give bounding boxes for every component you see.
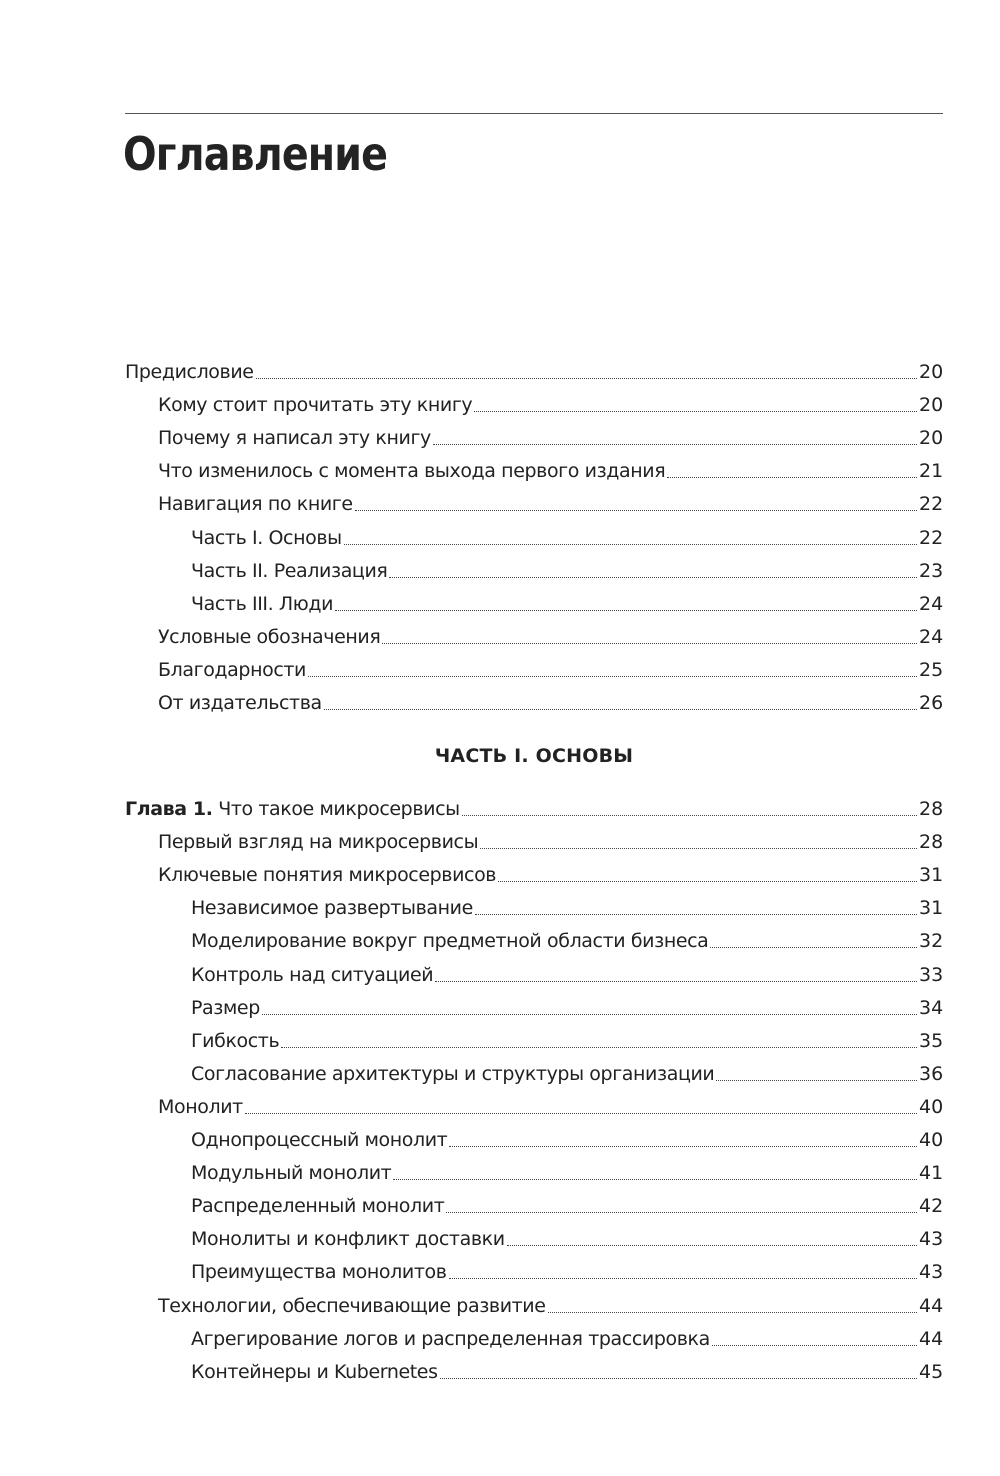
toc-entry[interactable] bbox=[0, 1323, 1000, 1356]
toc-leader bbox=[507, 1245, 917, 1246]
toc-entry-page: 44 bbox=[919, 1327, 944, 1350]
toc-entry[interactable] bbox=[0, 1256, 1000, 1289]
toc-entry-page: 20 bbox=[919, 361, 944, 384]
toc-entry-page: 35 bbox=[919, 1029, 944, 1052]
toc-leader bbox=[480, 848, 917, 849]
toc-entry[interactable] bbox=[0, 488, 1000, 521]
toc-entry-title: Согласование архитектуры и структуры организации bbox=[191, 1062, 715, 1085]
toc-entry-page: 26 bbox=[919, 692, 944, 715]
toc-entry-title: Контроль над ситуацией bbox=[191, 963, 434, 986]
toc-leader bbox=[281, 1047, 917, 1048]
toc-leader bbox=[440, 1378, 917, 1379]
toc-leader bbox=[667, 477, 917, 478]
toc-leader bbox=[355, 510, 917, 511]
toc-entry-title: Почему я написал эту книгу bbox=[158, 427, 431, 450]
toc-leader bbox=[344, 544, 917, 545]
toc-chapter-entry[interactable] bbox=[0, 793, 1000, 826]
toc-leader bbox=[245, 1113, 917, 1114]
toc-entry-title: Благодарности bbox=[158, 658, 306, 681]
toc-entry-page: 34 bbox=[919, 996, 944, 1019]
toc-entry-title: Однопроцессный монолит bbox=[191, 1129, 448, 1152]
toc-entry-page: 20 bbox=[919, 394, 944, 417]
chapter-label: Глава 1. bbox=[125, 798, 213, 821]
toc-leader bbox=[712, 1345, 917, 1346]
toc-entry-page: 28 bbox=[919, 798, 944, 821]
toc-entry-page: 28 bbox=[919, 831, 944, 854]
toc-leader bbox=[389, 577, 917, 578]
toc-entry-page: 23 bbox=[919, 559, 944, 582]
toc-entry-page: 21 bbox=[919, 460, 944, 483]
toc-entry[interactable] bbox=[0, 687, 1000, 720]
toc-entry[interactable] bbox=[0, 1190, 1000, 1223]
toc-entry[interactable] bbox=[0, 1124, 1000, 1157]
toc-entry-title: Независимое развертывание bbox=[191, 897, 473, 920]
toc-entry-title: Контейнеры и Kubernetes bbox=[191, 1360, 438, 1383]
toc-leader bbox=[446, 1212, 917, 1213]
toc-leader bbox=[433, 444, 917, 445]
toc-entry[interactable] bbox=[0, 389, 1000, 422]
toc-entry-page: 45 bbox=[919, 1360, 944, 1383]
toc-entry-page: 22 bbox=[919, 493, 944, 516]
toc-entry-title: Кому стоит прочитать эту книгу bbox=[158, 394, 473, 417]
toc-entry-page: 32 bbox=[919, 930, 944, 953]
toc-entry[interactable] bbox=[0, 958, 1000, 991]
part-heading: ЧАСТЬ I. ОСНОВЫ bbox=[434, 745, 634, 767]
toc-entry-page: 25 bbox=[919, 658, 944, 681]
toc-entry[interactable] bbox=[0, 1289, 1000, 1322]
toc-leader bbox=[435, 981, 917, 982]
toc-entry-page: 41 bbox=[919, 1162, 944, 1185]
toc-entry-page: 44 bbox=[919, 1294, 944, 1317]
toc-entry[interactable] bbox=[0, 455, 1000, 488]
toc-leader bbox=[474, 411, 917, 412]
toc-leader bbox=[308, 676, 917, 677]
toc-entry-page: 36 bbox=[919, 1062, 944, 1085]
toc-entry-page: 31 bbox=[919, 864, 944, 887]
toc-entry[interactable] bbox=[0, 1091, 1000, 1124]
toc-entry[interactable] bbox=[0, 1356, 1000, 1389]
toc-entry-page: 40 bbox=[919, 1095, 944, 1118]
toc-entry-title: Размер bbox=[191, 996, 260, 1019]
toc-leader bbox=[335, 610, 917, 611]
toc-entry-title: От издательства bbox=[158, 692, 322, 715]
toc-entry-page: 33 bbox=[919, 963, 944, 986]
toc-entry[interactable] bbox=[0, 588, 1000, 621]
toc-leader bbox=[548, 1312, 917, 1313]
toc-entry[interactable] bbox=[0, 654, 1000, 687]
toc-entry-title: Гибкость bbox=[191, 1029, 280, 1052]
top-rule bbox=[125, 113, 943, 114]
toc-entry-title: Ключевые понятия микросервисов bbox=[158, 864, 497, 887]
toc-front-matter bbox=[0, 356, 1000, 720]
toc-entry-title: Распределенный монолит bbox=[191, 1195, 445, 1218]
toc-entry-page: 43 bbox=[919, 1228, 944, 1251]
page-title: Оглавление bbox=[123, 127, 388, 181]
toc-entry[interactable] bbox=[0, 826, 1000, 859]
toc-entry-page: 42 bbox=[919, 1195, 944, 1218]
toc-entry-title: Монолит bbox=[158, 1095, 243, 1118]
chapter-title: Что такое микросервисы bbox=[218, 798, 460, 821]
toc-leader bbox=[475, 914, 917, 915]
toc-entry[interactable] bbox=[0, 859, 1000, 892]
toc-entry[interactable] bbox=[0, 422, 1000, 455]
toc-entry-page: 31 bbox=[919, 897, 944, 920]
toc-leader bbox=[462, 815, 917, 816]
toc-leader bbox=[449, 1278, 917, 1279]
toc-entry[interactable] bbox=[0, 1058, 1000, 1091]
toc-entry-title: Первый взгляд на микросервисы bbox=[158, 831, 479, 854]
toc-entry[interactable] bbox=[0, 1025, 1000, 1058]
toc-entry[interactable] bbox=[0, 925, 1000, 958]
toc-leader bbox=[393, 1179, 917, 1180]
toc-leader bbox=[498, 881, 917, 882]
toc-entry-title: Часть II. Реализация bbox=[191, 559, 388, 582]
toc-entry-title: Модульный монолит bbox=[191, 1162, 392, 1185]
toc-entry-title: Навигация по книге bbox=[158, 493, 353, 516]
toc-entry[interactable] bbox=[0, 892, 1000, 925]
toc-entry-title: Моделирование вокруг предметной области бизнеса bbox=[191, 930, 709, 953]
toc-entry[interactable] bbox=[0, 356, 1000, 389]
toc-leader bbox=[449, 1146, 917, 1147]
toc-entry-page: 24 bbox=[919, 625, 944, 648]
toc-entry[interactable] bbox=[0, 555, 1000, 588]
toc-entry-title bbox=[125, 798, 460, 820]
toc-entry-title: Условные обозначения bbox=[158, 625, 381, 648]
toc-entry[interactable] bbox=[0, 621, 1000, 654]
toc-entry[interactable] bbox=[0, 1157, 1000, 1190]
toc-entry-title: Часть III. Люди bbox=[191, 592, 334, 615]
toc-entry[interactable] bbox=[0, 992, 1000, 1025]
toc-chapter-1 bbox=[0, 793, 1000, 1389]
toc-entry[interactable] bbox=[0, 1223, 1000, 1256]
toc-entry[interactable] bbox=[0, 521, 1000, 554]
toc-entry-page: 24 bbox=[919, 592, 944, 615]
toc-leader bbox=[382, 643, 917, 644]
toc-entry-title: Предисловие bbox=[125, 361, 254, 384]
toc-leader bbox=[716, 1080, 917, 1081]
toc-entry-page: 22 bbox=[919, 526, 944, 549]
toc-entry-title: Преимущества монолитов bbox=[191, 1261, 447, 1284]
toc-entry-page: 40 bbox=[919, 1129, 944, 1152]
toc-leader bbox=[710, 947, 917, 948]
toc-entry-page: 20 bbox=[919, 427, 944, 450]
toc-entry-title: Что изменилось с момента выхода первого издания bbox=[158, 460, 666, 483]
toc-entry-page: 43 bbox=[919, 1261, 944, 1284]
toc-leader bbox=[256, 378, 917, 379]
toc-entry-title: Монолиты и конфликт доставки bbox=[191, 1228, 505, 1251]
toc-leader bbox=[262, 1014, 917, 1015]
toc-entry-title: Часть I. Основы bbox=[191, 526, 342, 549]
toc-leader bbox=[324, 709, 917, 710]
toc-entry-title: Агрегирование логов и распределенная трассировка bbox=[191, 1327, 710, 1350]
toc-entry-title: Технологии, обеспечивающие развитие bbox=[158, 1294, 546, 1317]
